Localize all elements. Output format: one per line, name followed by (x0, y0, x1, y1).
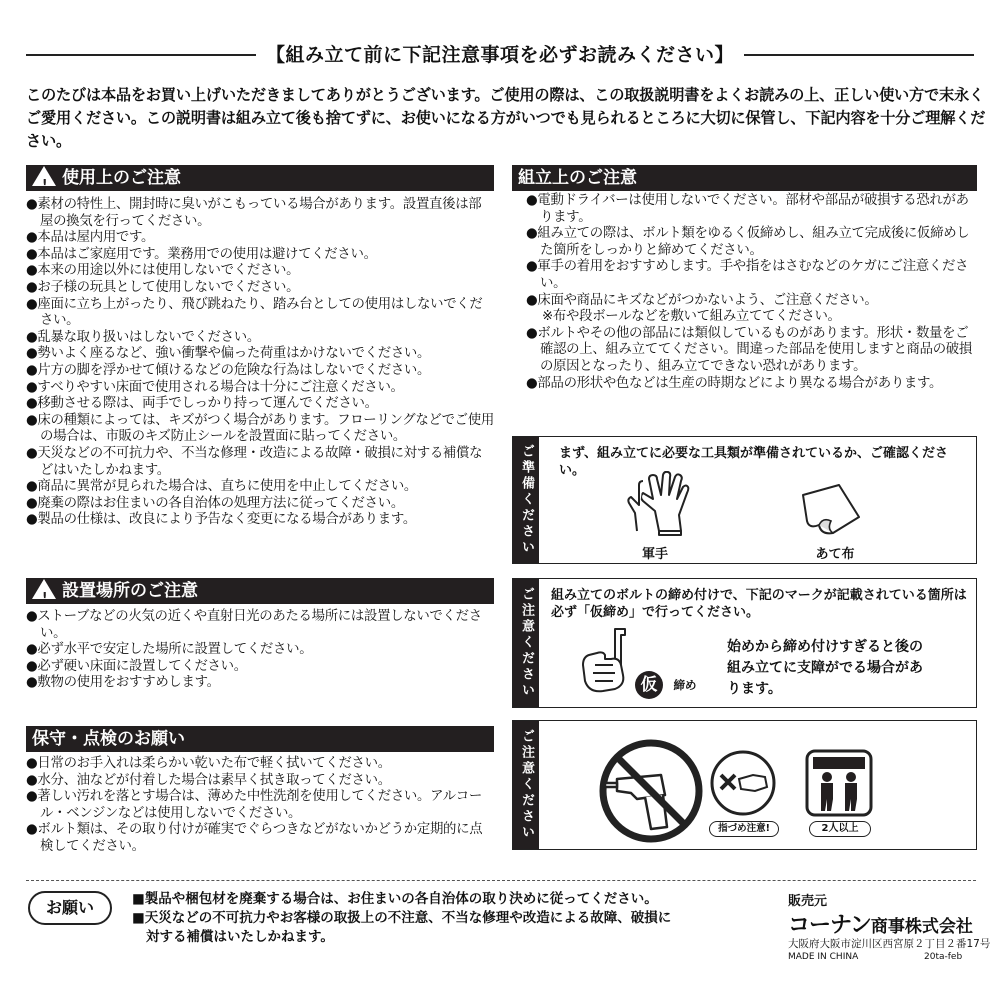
footer-divider (26, 880, 976, 881)
temp-tighten-text: 組み立てのボルトの締め付けで、下記のマークが記載されている箇所は必ず「仮締め」で行ってください。 (551, 588, 967, 620)
assembly-heading (512, 165, 977, 191)
list-item: ●本来の用途以外には使用しないでください。 (26, 263, 300, 279)
list-item: ●敷物の使用をおすすめします。 (26, 675, 220, 691)
list-item: ■天災などの不可抗力やお客様の取扱上の不注意、不当な修理や改造による故障、破損に対する補償はいたしかねます。 (132, 910, 672, 945)
two-people-label: 2人以上 (809, 821, 871, 837)
list-item: ●すべりやすい床面で使用される場合は十分にご注意ください。 (26, 379, 404, 395)
list-item: ●軍手の着用をおすすめします。手や指をはさむなどのケガにご注意ください。 (526, 259, 969, 291)
gloves-label: 軍手 (641, 547, 668, 562)
list-item: ●素材の特性上、開封時に臭いがこもっている場合があります。設置直後は部屋の換気を行ってください。 (26, 197, 482, 229)
temp-tighten-box (512, 578, 977, 708)
list-item: ●勢いよく座るなど、強い衝撃や偏った荷重はかけないでください。 (26, 346, 431, 362)
warning-icon: ! (32, 579, 56, 599)
company-logo-text: コーナン (788, 913, 871, 938)
pinch-finger-icon (709, 749, 777, 817)
list-item: ●本品は屋内用です。 (26, 230, 155, 246)
usage-list (26, 197, 494, 529)
gloves-icon (625, 471, 695, 537)
no-electric-drill-icon (597, 737, 705, 845)
install-heading (26, 578, 494, 604)
list-item: ●日常のお手入れは柔らかい乾いた布で軽く拭いてください。 (26, 756, 391, 771)
prepare-tab: ご準備ください (513, 437, 539, 563)
usage-heading (26, 165, 494, 191)
temp-tighten-mark: 仮 (635, 671, 663, 699)
list-item: ●お子様の玩具として使用しないでください。 (26, 279, 300, 295)
list-item: ■製品や梱包材を廃棄する場合は、お住まいの各自治体の取り決めに従ってください。 (132, 891, 658, 907)
prepare-box (512, 436, 977, 564)
list-item: ●床の種類によっては、キズがつく場合があります。フローリングなどでご使用の場合は、市販のキズ防止シールを設置面に貼ってください。 (26, 412, 494, 445)
doc-code: 20ta-feb (924, 952, 963, 962)
temp-tighten-note: 始めから締め付けすぎると後の組み立てに支障がでる場合があります。 (727, 639, 923, 697)
page-title-text: 【組み立て前に下記注意事項を必ずお読みください】 (256, 44, 744, 66)
assembly-list (512, 193, 977, 392)
maintenance-heading-text: 保守・点検のお願い (32, 729, 185, 749)
list-item: ●片方の脚を浮かせて傾けるなどの危険な行為はしないでください。 (26, 362, 431, 378)
list-item: ●組み立ての際は、ボルト類をゆるく仮締めし、組み立て完成後に仮締めした箇所をしっかりと締めてください。 (526, 226, 970, 258)
temp-tighten-mark-label: 締め (673, 678, 697, 692)
assembly-heading-text: 組立上のご注意 (518, 168, 637, 188)
footer-list (132, 890, 682, 947)
caution-icons-box (512, 720, 977, 850)
list-item: ●座面に立ち上がったり、飛び跳ねたり、踏み台としての使用はしないでください。 (26, 296, 483, 329)
intro-text: このたびは本品をお買い上げいただきましてありがとうございます。ご使用の際は、この取扱説明書をよくお読みの上、正しい使い方で末永くご愛用ください。この説明書は組み立て後も捨てずに、お使いになる方がいつでも見られるところに大切に保管し、下記内容を十分ご理解ください。 (26, 86, 986, 150)
list-item: ●ボルトやその他の部品には類似しているものがあります。形状・数量をご確認の上、組み立ててください。間違った部品を使用しますと商品の破損の原因となったり、組み立てできない恐れがあります。 (526, 325, 972, 374)
hex-key-hand-icon (575, 625, 639, 695)
list-item: ●電動ドライバーは使用しないでください。部材や部品が破損する恐れがあります。 (526, 193, 969, 225)
list-item: ●床面や商品にキズなどがつかないよう、ご注意ください。 (526, 292, 878, 308)
list-item: ●商品に異常が見られた場合は、直ちに使用を中止してください。 (26, 479, 418, 495)
cloth-icon (799, 481, 863, 537)
cloth-label: あて布 (815, 547, 855, 562)
usage-heading-text: 使用上のご注意 (62, 168, 181, 188)
list-item: ●天災などの不可抗力や、不当な修理・改造による故障・破損に対する補償などはいたしかねます。 (26, 445, 483, 478)
list-item: ●部品の形状や色などは生産の時期などにより異なる場合があります。 (526, 375, 943, 391)
list-item: ●移動させる際は、両手でしっかり持って運んでください。 (26, 396, 378, 412)
list-item: ●著しい汚れを落とす場合は、薄めた中性洗剤を使用してください。アルコール・ベンジンなどは使用しないでください。 (26, 789, 482, 821)
list-item: ●乱暴な取り扱いはしないでください。 (26, 329, 260, 345)
list-item: ●本品はご家庭用です。業務用での使用は避けてください。 (26, 246, 377, 262)
prepare-text: まず、組み立てに必要な工具類が準備されているか、ご確認ください。 (559, 446, 948, 478)
temp-tighten-tab: ご注意ください (513, 579, 539, 707)
two-people-icon (805, 749, 873, 817)
made-in: MADE IN CHINA (788, 952, 859, 962)
list-item: ●ストーブなどの火気の近くや直射日光のあたる場所には設置しないでください。 (26, 609, 482, 641)
list-item: ●製品の仕様は、改良により予告なく変更になる場合があります。 (26, 512, 416, 528)
pinch-finger-label: 指づめ注意! (709, 821, 779, 837)
list-item: ●必ず硬い床面に設置してください。 (26, 658, 247, 674)
onegai-badge: お願い (28, 891, 112, 925)
assembly-sub-note: ※布や段ボールなどを敷いて組み立ててください。 (542, 309, 841, 325)
list-item: ●ボルト類は、その取り付けが確実でぐらつきなどがないかどうか定期的に点検してください。 (26, 822, 483, 854)
list-item: ●廃棄の際はお住まいの各自治体の処理方法に従ってください。 (26, 495, 404, 511)
maintenance-list (26, 756, 494, 856)
install-list (26, 609, 494, 692)
maintenance-heading (26, 726, 494, 752)
list-item: ●必ず水平で安定した場所に設置してください。 (26, 642, 313, 658)
list-item: ●水分、油などが付着した場合は素早く拭き取ってください。 (26, 772, 391, 788)
company-name (788, 908, 973, 939)
warning-icon: ! (32, 166, 56, 186)
page-title (0, 40, 1000, 67)
caution-icons-tab: ご注意ください (513, 721, 539, 849)
company-address: 大阪府大阪市淀川区西宮原２丁目２番17号 (788, 938, 991, 950)
company-suffix: 商事株式会社 (870, 917, 973, 937)
seller-label: 販売元 (788, 894, 828, 909)
install-heading-text: 設置場所のご注意 (62, 581, 198, 601)
